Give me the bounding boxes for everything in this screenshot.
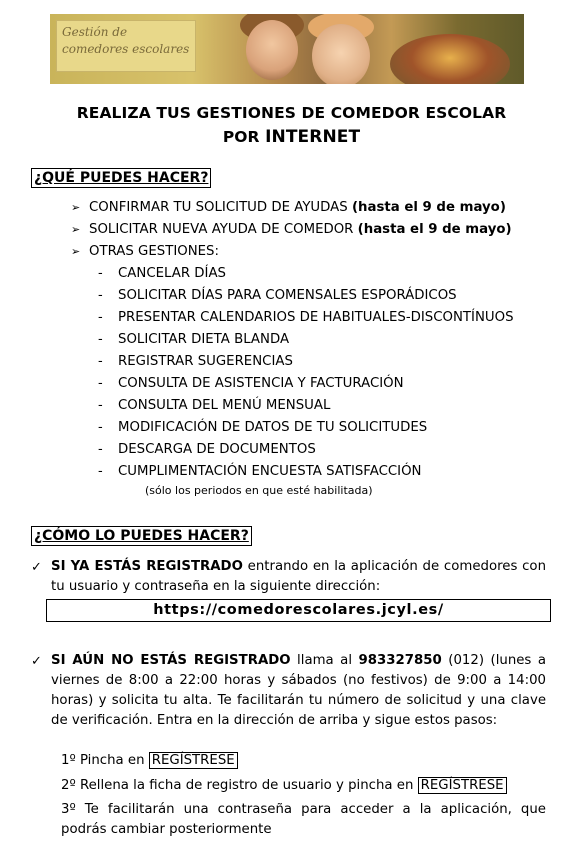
child-photo-right	[312, 24, 370, 84]
sub-list-item: CANCELAR DÍAS	[118, 266, 226, 281]
sub-list-item: DESCARGA DE DOCUMENTOS	[118, 442, 316, 457]
banner-logo-text: Gestión de comedores escolares	[62, 25, 190, 56]
check-icon: ✓	[31, 560, 42, 575]
sub-list-item: CONSULTA DE ASISTENCIA Y FACTURACIÓN	[118, 376, 404, 391]
dash-bullet-icon: -	[98, 420, 103, 435]
availability-note: (sólo los periodos en que esté habilitada)	[145, 484, 373, 497]
title-emphasis: INTERNET	[265, 127, 361, 147]
sub-list-item: REGISTRAR SUGERENCIAS	[118, 354, 293, 369]
section-heading-how: ¿CÓMO LO PUEDES HACER?	[31, 526, 252, 546]
dash-bullet-icon: -	[98, 442, 103, 457]
list-item: OTRAS GESTIONES:	[89, 244, 219, 259]
dash-bullet-icon: -	[98, 354, 103, 369]
arrow-bullet-icon: ➢	[71, 245, 81, 258]
sub-list-item: SOLICITAR DIETA BLANDA	[118, 332, 290, 347]
phone-number: 983327850	[358, 653, 442, 668]
sub-list-item: PRESENTAR CALENDARIOS DE HABITUALES-DISCONTÍNUOS	[118, 310, 514, 325]
food-plate-image	[390, 34, 510, 84]
dash-bullet-icon: -	[98, 288, 103, 303]
sub-list-item: CUMPLIMENTACIÓN ENCUESTA SATISFACCIÓN	[118, 464, 422, 479]
register-link[interactable]: REGÍSTRESE	[149, 752, 238, 769]
list-item: SOLICITAR NUEVA AYUDA DE COMEDOR (hasta el 9 de mayo)	[89, 222, 512, 237]
step-2: 2º Rellena la ficha de registro de usuario y pincha en REGÍSTRESE	[61, 777, 507, 795]
dash-bullet-icon: -	[98, 266, 103, 281]
child-photo-left	[246, 20, 298, 80]
dash-bullet-icon: -	[98, 332, 103, 347]
sub-list-item: MODIFICACIÓN DE DATOS DE TU SOLICITUDES	[118, 420, 428, 435]
section-heading-what: ¿QUÉ PUEDES HACER?	[31, 168, 211, 188]
header-banner	[50, 14, 524, 84]
sub-list-item: CONSULTA DEL MENÚ MENSUAL	[118, 398, 331, 413]
dash-bullet-icon: -	[98, 376, 103, 391]
registered-paragraph: SI YA ESTÁS REGISTRADO entrando en la aplicación de comedores con tu usuario y contraseña en la siguiente dirección:	[51, 559, 546, 594]
unregistered-paragraph: SI AÚN NO ESTÁS REGISTRADO llama al 983327850 (012) (lunes a viernes de 8:00 a 22:00 horas y sábados (no festivos) de 9:00 a 14:00 horas) y solicita tu alta. Te facilitarán tu número de solicitud y una clave de verificación. Entra en la dirección de arriba y sigue estos pasos:	[51, 653, 546, 728]
step-1: 1º Pincha en REGÍSTRESE	[61, 752, 238, 770]
sub-list-item: SOLICITAR DÍAS PARA COMENSALES ESPORÁDICOS	[118, 288, 457, 303]
list-item: CONFIRMAR TU SOLICITUD DE AYUDAS (hasta el 9 de mayo)	[89, 200, 506, 215]
arrow-bullet-icon: ➢	[71, 201, 81, 214]
page-title-line1: REALIZA TUS GESTIONES DE COMEDOR ESCOLAR	[76, 104, 507, 122]
dash-bullet-icon: -	[98, 398, 103, 413]
arrow-bullet-icon: ➢	[71, 223, 81, 236]
title-prefix: POR	[222, 128, 266, 146]
dash-bullet-icon: -	[98, 310, 103, 325]
page-title-line2	[0, 127, 583, 147]
check-icon: ✓	[31, 654, 42, 669]
register-link[interactable]: REGÍSTRESE	[418, 777, 507, 794]
step-3: 3º Te facilitarán una contraseña para acceder a la aplicación, que podrás cambiar posteriormente	[61, 802, 546, 837]
app-url-link[interactable]: https://comedorescolares.jcyl.es/	[46, 599, 551, 622]
dash-bullet-icon: -	[98, 464, 103, 479]
